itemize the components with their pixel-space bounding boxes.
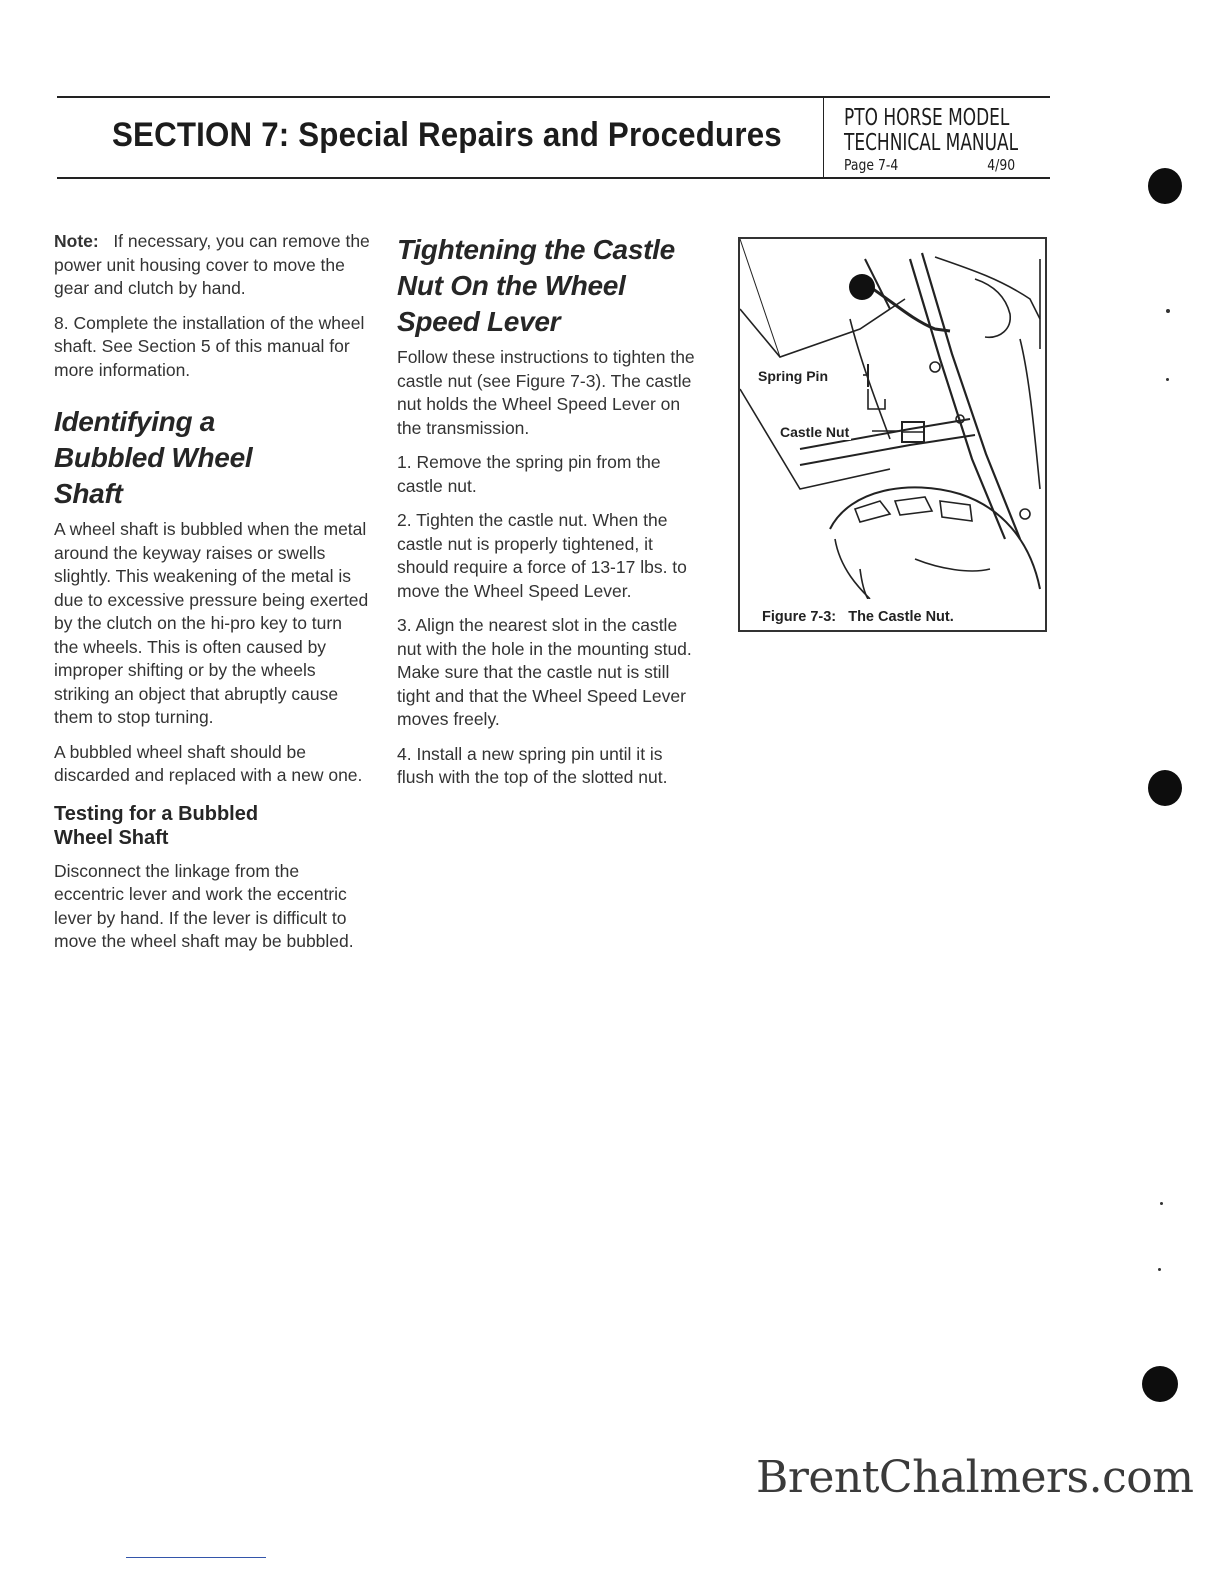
paragraph-intro: Follow these instructions to tighten the castle nut (see Figure 7-3). The castle nut holds the Wheel Speed Lever on the transmission. (397, 347, 695, 438)
paragraph-bubbled-definition: A wheel shaft is bubbled when the metal around the keyway raises or swells slightly. This weakening of the metal is due to excessive pressure being exerted by the clutch on the hi-pro key to turn the wheels. This is often caused by improper shifting or by the wheels striking an object that abruptly cause them to stop turning. (54, 519, 369, 727)
header-bottom-rule (57, 177, 1050, 179)
step-1: 1. Remove the spring pin from the castle nut. (397, 452, 661, 496)
note-paragraph (54, 230, 370, 301)
castle-nut-illustration (740, 239, 1045, 599)
paragraph-testing: Disconnect the linkage from the eccentric lever and work the eccentric lever by hand. If the lever is difficult to move the wheel shaft may be bubbled. (54, 860, 354, 951)
scan-speck (1158, 1268, 1161, 1271)
subheading-testing: Testing for a Bubbled Wheel Shaft (54, 802, 259, 849)
step-2: 2. Tighten the castle nut. When the castle nut is properly tightened, it should require a force of 13-17 lbs. to move the Wheel Speed Lever. (397, 510, 687, 601)
binder-hole-bottom (1142, 1366, 1178, 1402)
label-spring-pin: Spring Pin (758, 368, 828, 384)
scan-speck (1166, 309, 1170, 313)
paragraph-discard: A bubbled wheel shaft should be discarded and replaced with a new one. (54, 741, 363, 785)
heading-tightening: Tightening the Castle Nut On the Wheel Speed Lever (397, 234, 675, 337)
binder-hole-top (1148, 168, 1182, 204)
column-left (54, 230, 370, 965)
model-name: PTO HORSE MODEL (844, 105, 1010, 131)
step-4: 4. Install a new spring pin until it is flush with the top of the slotted nut. (397, 743, 668, 787)
column-middle (397, 232, 703, 801)
figure-caption (762, 609, 954, 625)
label-castle-nut: Castle Nut (780, 424, 850, 440)
section-title: SECTION 7: Special Repairs and Procedures (112, 116, 782, 154)
page-info (844, 156, 1015, 174)
scan-speck (1166, 378, 1169, 381)
heading-identifying: Identifying a Bubbled Wheel Shaft (54, 406, 253, 509)
header-divider (823, 96, 824, 179)
manual-info (844, 106, 1034, 174)
note-text: If necessary, you can remove the power unit housing cover to move the gear and clutch by hand. (54, 231, 370, 298)
figure-caption-text: The Castle Nut. (848, 609, 954, 625)
note-label: Note: (54, 231, 99, 251)
manual-name: TECHNICAL MANUAL (844, 130, 1019, 156)
revision-date: 4/90 (987, 156, 1016, 174)
footer-line (126, 1557, 266, 1558)
binder-hole-middle (1148, 770, 1182, 806)
figure-number: Figure 7-3: (762, 609, 837, 625)
scan-speck (1160, 1202, 1163, 1205)
step-3: 3. Align the nearest slot in the castle nut with the hole in the mounting stud. Make sure that the castle nut is still tight and that the Wheel Speed Lever moves freely. (397, 615, 692, 729)
watermark: BrentChalmers.com (756, 1452, 1194, 1503)
header-top-rule (57, 96, 1050, 98)
figure-castle-nut (738, 237, 1047, 632)
page-number: Page 7-4 (844, 156, 899, 174)
step-8: 8. Complete the installation of the wheel shaft. See Section 5 of this manual for more information. (54, 312, 365, 380)
